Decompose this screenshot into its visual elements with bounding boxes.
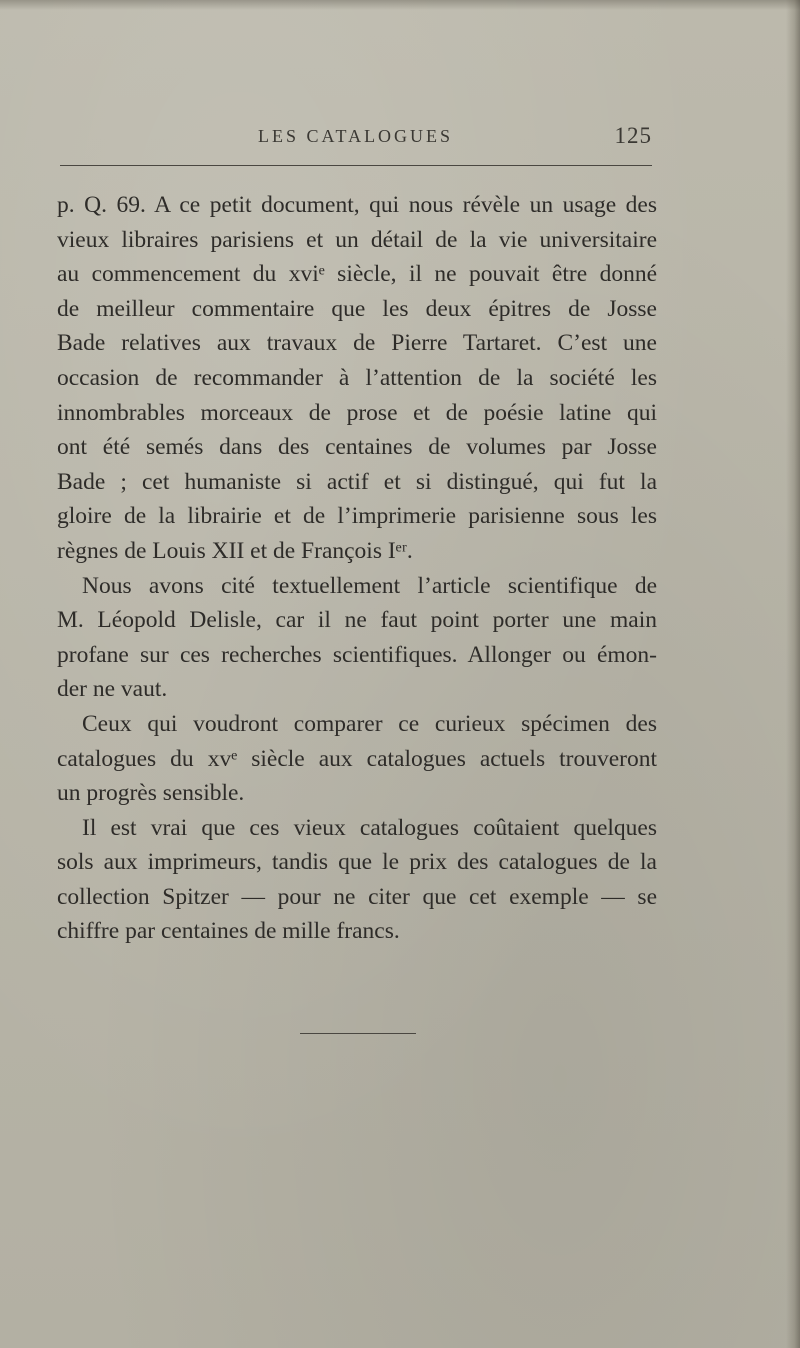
paragraph-4 [57,811,657,949]
text-line: p. Q. 69. A ce petit document, qui nous révèle un usage des [57,192,657,218]
paragraph-3 [57,707,657,811]
text-line: un progrès sensible. [57,780,245,807]
page-right-edge-shadow [786,0,800,1348]
text-line: règnes de Louis XII et de François Iᵉʳ. [57,537,413,564]
text-line: occasion de recommander à l’attention de la société les [57,364,657,391]
text-line: Bade relatives aux travaux de Pierre Tartaret. C’est une [57,330,657,357]
page-number: 125 [614,123,652,148]
text-line: M. Léopold Delisle, car il ne faut point porter une main [57,607,657,634]
page-top-edge-shadow [0,0,800,10]
text-line: collection Spitzer — pour ne citer que cet exemple — se [57,883,657,910]
text-line: ont été semés dans des centaines de volumes par Josse [57,434,657,461]
end-rule [300,1033,416,1034]
header-rule [60,165,652,166]
text-line: gloire de la librairie et de l’imprimerie parisienne sous les [57,503,657,530]
paragraph-1 [57,188,657,569]
running-head [60,123,652,156]
text-line: au commencement du xviᵉ siècle, il ne pouvait être donné [57,261,657,288]
text-line: der ne vaut. [57,676,168,703]
text-line: Nous avons cité textuellement l’article scientifique de [82,572,657,599]
text-line: de meilleur commentaire que les deux épitres de Josse [57,295,657,322]
text-line: Ceux qui voudront comparer ce curieux spécimen des [82,710,657,737]
text-line: Bade ; cet humaniste si actif et si distingué, qui fut la [57,468,657,495]
text-line: sols aux imprimeurs, tandis que le prix des catalogues de la [57,849,657,876]
text-line: innombrables morceaux de prose et de poésie latine qui [57,399,657,426]
running-title: LES CATALOGUES [258,126,454,146]
text-line: chiffre par centaines de mille francs. [57,918,400,945]
text-line: catalogues du xvᵉ siècle aux catalogues actuels trouveront [57,745,657,772]
text-line: vieux libraires parisiens et un détail de la vie universitaire [57,226,657,253]
body-text [57,188,657,949]
paragraph-2 [57,569,657,707]
text-line: Il est vrai que ces vieux catalogues coûtaient quelques [82,814,657,841]
text-line: profane sur ces recherches scientifiques. Allonger ou émon- [57,641,657,668]
